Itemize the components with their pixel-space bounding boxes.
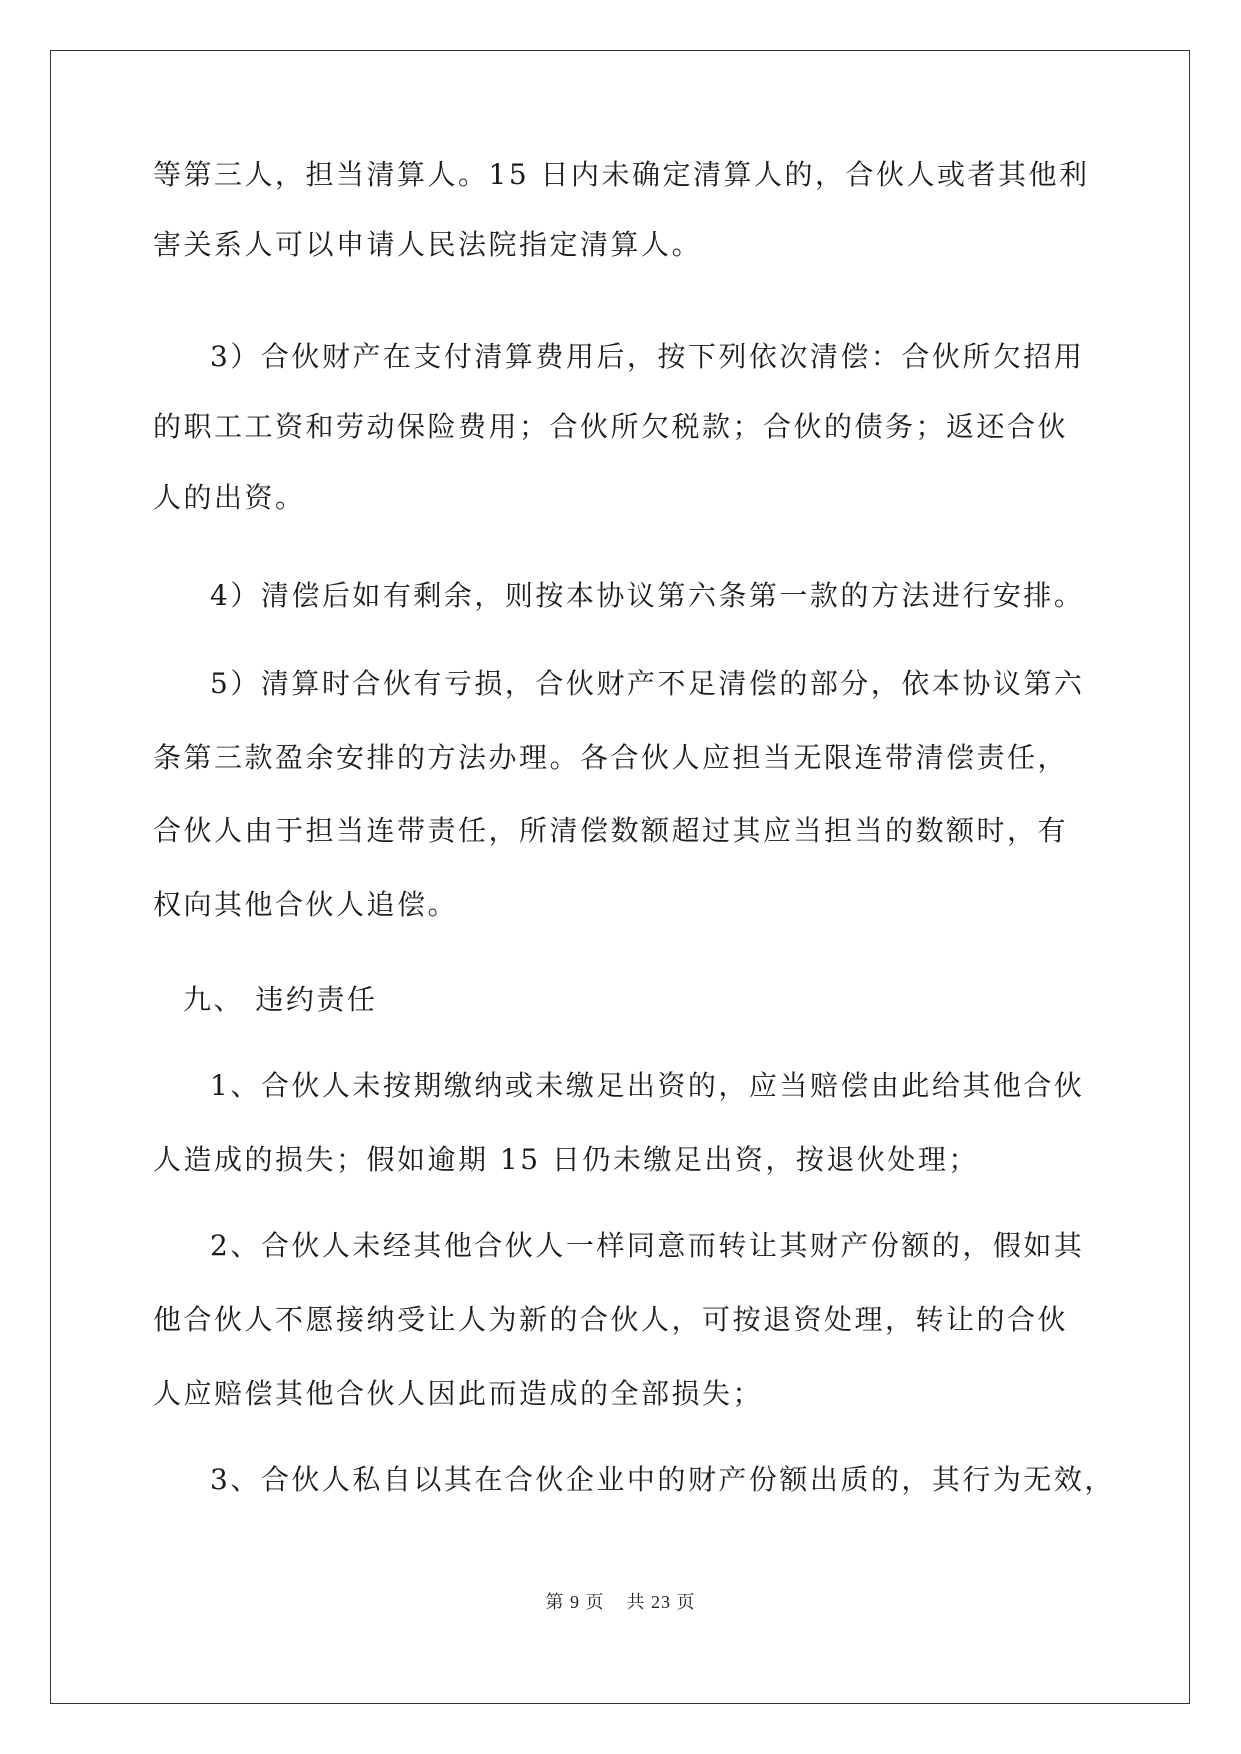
page-footer: [0, 1588, 1241, 1614]
page-number: 第 9 页: [545, 1592, 605, 1612]
text-line-2: 害关系人可以申请人民法院指定清算人。: [153, 228, 703, 261]
text-line-7: 5）清算时合伙有亏损，合伙财产不足清偿的部分，依本协议第六: [210, 667, 1085, 700]
page-border: [50, 50, 1190, 1704]
section-heading: 九、 违约责任: [183, 983, 378, 1016]
text-line-5: 人的出资。: [153, 481, 306, 514]
text-line-16: 人应赔偿其他合伙人因此而造成的全部损失；: [153, 1377, 764, 1410]
text-line-12: 1、合伙人未按期缴纳或未缴足出资的，应当赔偿由此给其他合伙: [210, 1069, 1085, 1102]
text-line-14: 2、合伙人未经其他合伙人一样同意而转让其财产份额的，假如其: [210, 1229, 1085, 1262]
text-line-9: 合伙人由于担当连带责任，所清偿数额超过其应当担当的数额时，有: [153, 814, 1069, 847]
text-line-3: 3）合伙财产在支付清算费用后，按下列依次清偿：合伙所欠招用: [210, 340, 1085, 373]
text-line-8: 条第三款盈余安排的方法办理。各合伙人应担当无限连带清偿责任，: [153, 741, 1069, 774]
text-line-6: 4）清偿后如有剩余，则按本协议第六条第一款的方法进行安排。: [210, 579, 1085, 612]
text-line-13: 人造成的损失；假如逾期 15 日仍未缴足出资，按退伙处理；: [153, 1143, 979, 1176]
text-line-15: 他合伙人不愿接纳受让人为新的合伙人，可按退资处理，转让的合伙: [153, 1303, 1069, 1336]
text-line-10: 权向其他合伙人追偿。: [153, 888, 459, 921]
text-line-1: 等第三人，担当清算人。15 日内未确定清算人的，合伙人或者其他利: [153, 158, 1090, 191]
page-total: 共 23 页: [626, 1592, 696, 1612]
text-line-4: 的职工工资和劳动保险费用；合伙所欠税款；合伙的债务；返还合伙: [153, 410, 1069, 443]
text-line-17: 3、合伙人私自以其在合伙企业中的财产份额出质的，其行为无效，: [210, 1463, 1115, 1496]
